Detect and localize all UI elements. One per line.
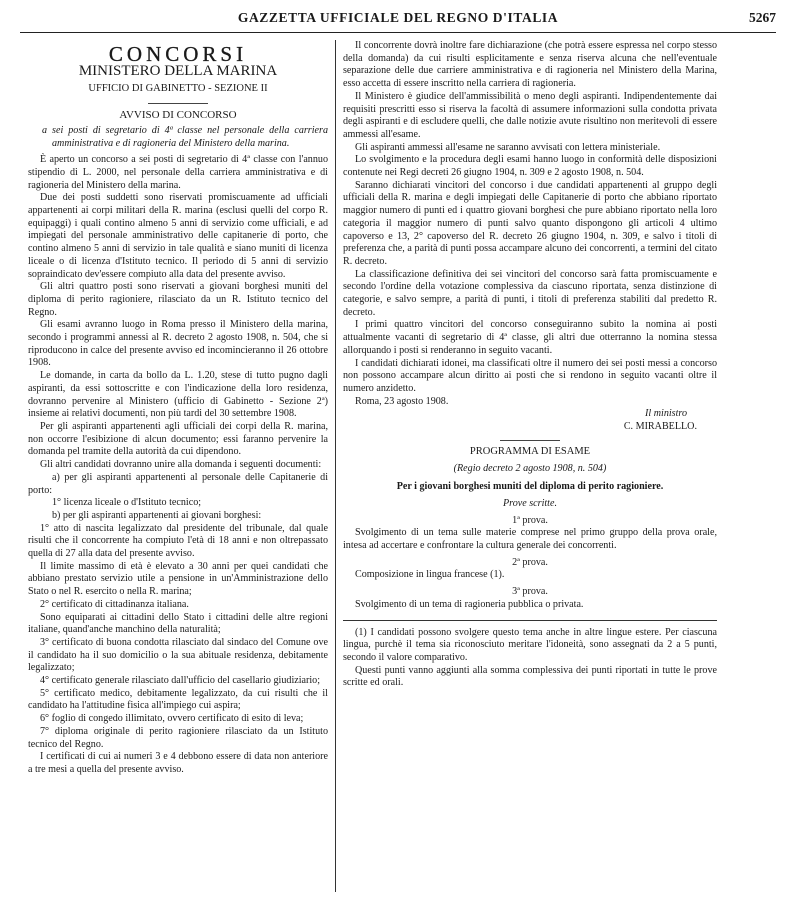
paragraph: Il limite massimo di età è elevato a 30 anni per quei candidati che abbiano prestato servizio utile a pensione in un'Amministrazione dello Stato o nel R. esercito o nella R. marina; <box>28 560 328 598</box>
test-text: Svolgimento di un tema sulle materie comprese nel primo gruppo della prova orale, intesa ad accertare e confrontare la cultura generale dei concorrenti. <box>343 527 717 552</box>
paragraph: Il Ministero è giudice dell'ammissibilità o meno degli aspiranti. Indipendentemente dai requisiti prescritti esso si riserva la facoltà di assumere informazioni sulla condotta privata degli aspiranti e di escludere quelli, che dalle notizie avute risultino non meritevoli di essere ammessi all'esame. <box>343 90 717 140</box>
paragraph: Il concorrente dovrà inoltre fare dichiarazione (che potrà essere espressa nel corpo stesso della domanda) da cui risulti esplicitamente e senza riserva alcuna che nell'eventuale separazione delle due carriere amministrativa e di ragioneria nel Ministero della Marina, esso accetta di essere inscritto nella carriera di ragioneria. <box>343 40 717 90</box>
paragraph: Gli altri quattro posti sono riservati a giovani borghesi muniti del diploma di perito ragioniere, rilasciato da un R. Istituto tecnico del Regno. <box>28 281 328 318</box>
list-item: b) per gli aspiranti appartenenti ai giovani borghesi: <box>52 509 262 521</box>
header-rule <box>20 32 776 33</box>
signature-name: C. MIRABELLO. <box>623 421 697 433</box>
test-label: 3ª prova. <box>512 586 548 598</box>
list-item: 7° diploma originale di perito ragioniere rilasciato da un Istituto tecnico del Regno. <box>28 725 328 750</box>
written-tests-heading: Prove scritte. <box>502 497 557 509</box>
office-subtitle: UFFICIO DI GABINETTO - SEZIONE II <box>88 83 268 95</box>
list-item: 3° certificato di buona condotta rilasciato dal sindaco del Comune ove il candidato ha il suo domicilio o la sua abituale residenza, debitamente legalizzato; <box>28 636 328 674</box>
paragraph: I primi quattro vincitori del concorso conseguiranno subito la nomina ai posti attualmente vacanti di segretario di 4ª classe, gli altri due otterranno la nomina stessa allorquando i posti si renderanno in seguito vacanti. <box>343 319 717 356</box>
footnote: (1) I candidati possono svolgere questo tema anche in altre lingue estere. Per ciascuna lingua, purchè il tema sia riconosciuto meritare l'idoneità, sono assegnati da 2 a 5 punti, secondo il valore comparativo. <box>343 626 717 663</box>
test-text: Composizione in lingua francese (1). <box>355 569 505 581</box>
list-item: 2° certificato di cittadinanza italiana. <box>40 598 189 610</box>
footnote-rule <box>343 620 717 621</box>
left-column <box>28 40 328 777</box>
paragraph: I candidati dichiarati idonei, ma classificati oltre il numero dei sei posti messi a concorso non possono accampare alcun diritto ai posti che si rendono in seguito vacanti oltre il numero anzidetto. <box>343 357 717 394</box>
paragraph: Gli esami avranno luogo in Roma presso il Ministero della marina, secondo i programmi annessi al R. decreto 2 agosto 1908, n. 504, che si riproducono in calce del presente avviso ed incomincieranno il 26 ottobre 1908. <box>28 319 328 369</box>
list-item: 4° certificato generale rilasciato dall'ufficio del casellario giudiziario; <box>40 675 321 687</box>
section-heading: CONCORSI <box>108 42 248 66</box>
footnote: Questi punti vanno aggiunti alla somma complessiva dei punti riportati in tutte le prove scritte ed orali. <box>343 664 717 689</box>
test-label: 1ª prova. <box>512 514 548 526</box>
list-item: 1° atto di nascita legalizzato dal presidente del tribunale, dal quale risulti che il concorrente ha compiuto l'età di 18 anni e non oltrepassato quella di 27 alla data del presente avviso. <box>28 522 328 560</box>
paragraph: Gli aspiranti ammessi all'esame ne saranno avvisati con lettera ministeriale. <box>355 141 661 153</box>
notice-subtitle: a sei posti di segretario di 4ª classe nel personale della carriera amministrativa e di ragioneria del Ministero della marina. <box>42 124 328 149</box>
notice-title: AVVISO DI CONCORSO <box>119 109 237 122</box>
short-rule <box>500 440 560 441</box>
gazette-title: GAZZETTA UFFICIALE DEL REGNO D'ITALIA <box>237 10 559 25</box>
short-rule <box>148 103 208 104</box>
list-item: 1° licenza liceale o d'Istituto tecnico; <box>52 497 202 509</box>
paragraph: Lo svolgimento e la procedura degli esami hanno luogo in conformità delle disposizioni contenute nei Regi decreti 26 giugno 1904, n. 309 e 2 agosto 1908, n. 504. <box>343 154 717 179</box>
candidates-heading: Per i giovani borghesi muniti del diploma di perito ragioniere. <box>396 481 664 493</box>
paragraph: Le domande, in carta da bollo da L. 1.20, stese di tutto pugno dagli aspiranti, da essi sottoscritte e con l'indicazione della loro residenza, dovranno pervenire al Ministero (ufficio di Gabinetto - Sezione 2ª) insieme ai relativi documenti, non più tardi del 30 settembre 1908. <box>28 370 328 420</box>
column-divider <box>335 40 336 892</box>
paragraph: I certificati di cui ai numeri 3 e 4 debbono essere di data non anteriore a tre mesi a quella del presente avviso. <box>28 751 328 775</box>
paragraph: Due dei posti suddetti sono riservati promiscuamente ad ufficiali appartenenti ai corpi militari della R. marina (esclusi quelli del corpo R. equipaggi) i quali contino almeno 5 anni di servizio come ufficiali, e ad impiegati del personale amministrativo delle capitanerie di porto, che contino almeno 5 anni di servizio in tale qualità e siano muniti di licenza liceale o di licenza d'Istituto tecnico. Il periodo di 5 anni di servizio sopraindicato dev'essere compiuto alla data del presente avviso. <box>28 192 328 280</box>
list-item: a) per gli aspiranti appartenenti al personale delle Capitanerie di porto: <box>28 471 328 496</box>
test-text: Svolgimento di un tema di ragioneria pubblica o privata. <box>355 598 584 610</box>
paragraph: Saranno dichiarati vincitori del concorso i due candidati appartenenti al gruppo degli ufficiali della R. marina e degli impiegati delle Capitanerie di porto che abbiano riportato maggior numero di punti ed i quattro giovani borghesi che pure abbiano riportato nella loro categoria il maggior numero di punti salvo quanto dispongono gli articoli 4 ultimo capoverso e 13, 2° capoverso del R. decreto 26 giugno 1904, n. 309, e salvo i titoli di preferenza che, a parità di punti possa accampare alcuno dei concorrenti, a termini del citato R. decreto. <box>343 179 717 267</box>
page-number: 5267 <box>749 10 776 25</box>
list-item: 6° foglio di congedo illimitato, ovvero certificato di esito di leva; <box>40 713 304 725</box>
ministry-title: MINISTERO DELLA MARINA <box>78 62 278 79</box>
list-item: 5° certificato medico, debitamente legalizzato, da cui risulti che il candidato ha l'attitudine fisica all'impiego cui aspira; <box>28 687 328 712</box>
page-header <box>20 10 776 32</box>
signature-title: Il ministro <box>645 408 687 420</box>
right-column <box>343 40 717 690</box>
place-date: Roma, 23 agosto 1908. <box>355 395 449 407</box>
program-subtitle: (Regio decreto 2 agosto 1908, n. 504) <box>453 462 607 474</box>
paragraph: È aperto un concorso a sei posti di segretario di 4ª classe con l'annuo stipendio di L. 2000, nel personale della carriera amministrativa e di ragioneria del Ministero della marina. <box>28 154 328 191</box>
program-title: PROGRAMMA DI ESAME <box>469 445 591 457</box>
test-label: 2ª prova. <box>512 556 548 568</box>
paragraph: Per gli aspiranti appartenenti agli ufficiali dei corpi della R. marina, non occorre l'esibizione di alcun documento; essi faranno pervenire la domanda pel tramite della autorità da cui dipendono. <box>28 420 328 458</box>
paragraph: Sono equiparati ai cittadini dello Stato i cittadini delle altre regioni italiane, quand'anche manchino della naturalità; <box>28 611 328 636</box>
paragraph: La classificazione definitiva dei sei vincitori del concorso sarà fatta promiscuamente e secondo l'ordine della votazione complessiva da ciascuno riportata, senza distinzione di categorie, e salvo sempre, a parità di punti, i titoli di preferenza stabiliti dal predetto R. decreto. <box>343 268 717 318</box>
paragraph: Gli altri candidati dovranno unire alla domanda i seguenti documenti: <box>40 459 322 471</box>
